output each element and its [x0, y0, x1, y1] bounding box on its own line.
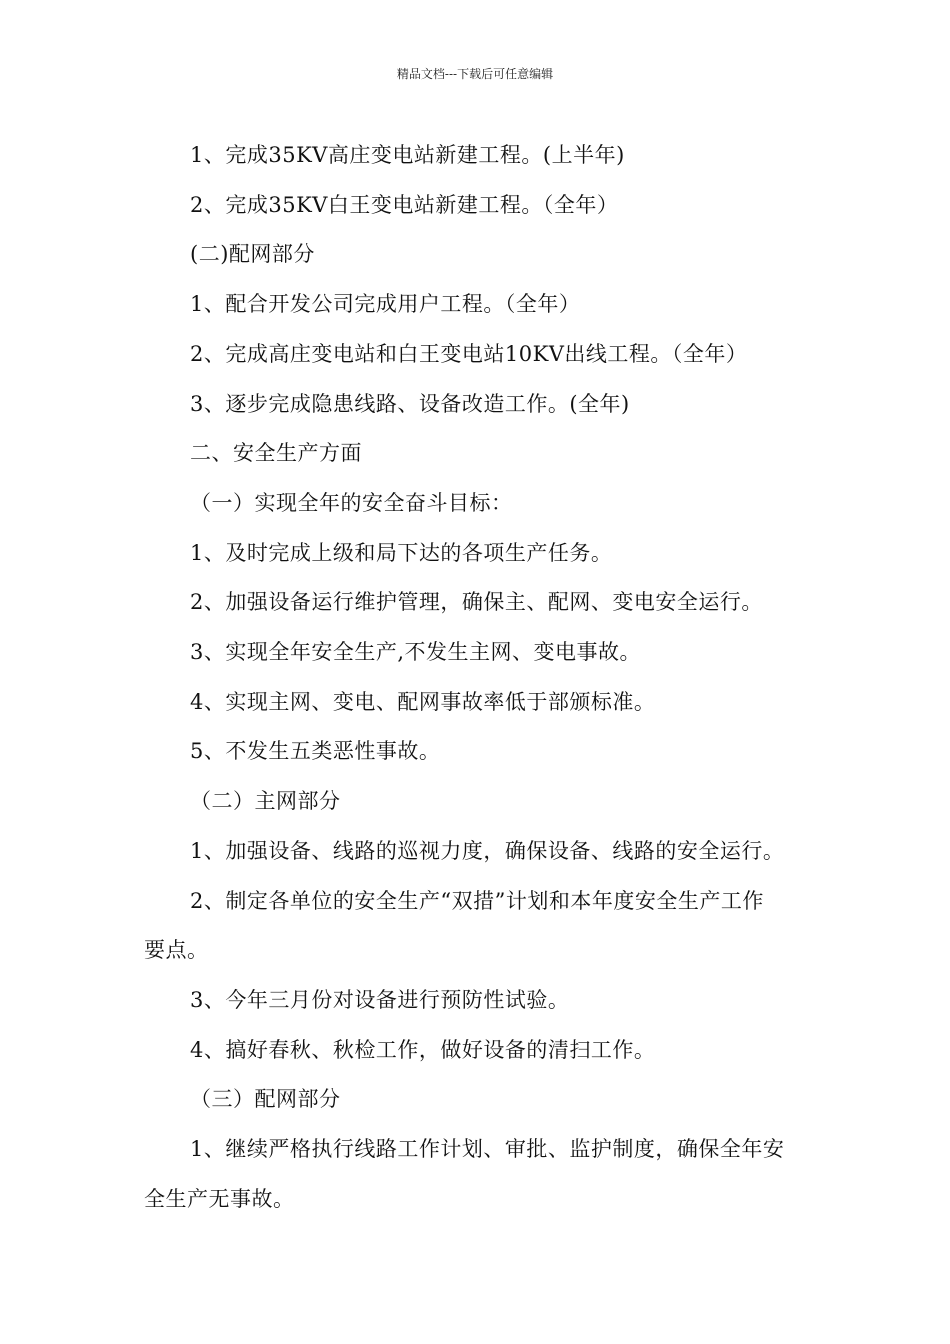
paragraph: 2、完成35KV白王变电站新建工程。（全年） — [190, 192, 619, 217]
paragraph: 1、加强设备、线路的巡视力度，确保设备、线路的安全运行。 — [190, 838, 785, 863]
paragraph: 2、完成高庄变电站和白王变电站10KV出线工程。（全年） — [190, 341, 748, 366]
document-body — [144, 131, 814, 1224]
section-heading: (二)配网部分 — [190, 242, 315, 267]
paragraph: 2、制定各单位的安全生产“双措”计划和本年度安全生产工作 — [190, 888, 764, 913]
paragraph: 3、今年三月份对设备进行预防性试验。 — [190, 987, 570, 1012]
section-heading: 二、安全生产方面 — [190, 441, 362, 466]
paragraph: 1、继续严格执行线路工作计划、审批、监护制度，确保全年安 — [190, 1137, 785, 1162]
paragraph: 1、及时完成上级和局下达的各项生产任务。 — [190, 540, 613, 565]
paragraph: 3、逐步完成隐患线路、设备改造工作。(全年) — [190, 391, 630, 416]
paragraph: 3、实现全年安全生产,不发生主网、变电事故。 — [190, 640, 642, 665]
paragraph: 5、不发生五类恶性事故。 — [190, 739, 441, 764]
paragraph-continuation: 全生产无事故。 — [144, 1186, 295, 1211]
section-heading: （三）配网部分 — [190, 1087, 341, 1112]
section-heading: （一）实现全年的安全奋斗目标： — [190, 490, 513, 515]
paragraph: 1、完成35KV高庄变电站新建工程。(上半年) — [190, 143, 625, 167]
paragraph: 4、实现主网、变电、配网事故率低于部颁标准。 — [190, 689, 656, 714]
paragraph: 2、加强设备运行维护管理，确保主、配网、变电安全运行。 — [190, 590, 763, 615]
paragraph-continuation: 要点。 — [144, 938, 209, 963]
paragraph: 1、配合开发公司完成用户工程。（全年） — [190, 292, 581, 317]
section-heading: （二）主网部分 — [190, 789, 341, 814]
page-header: 精品文档---下载后可任意编辑 — [396, 67, 554, 81]
paragraph: 4、搞好春秋、秋检工作，做好设备的清扫工作。 — [190, 1037, 656, 1062]
